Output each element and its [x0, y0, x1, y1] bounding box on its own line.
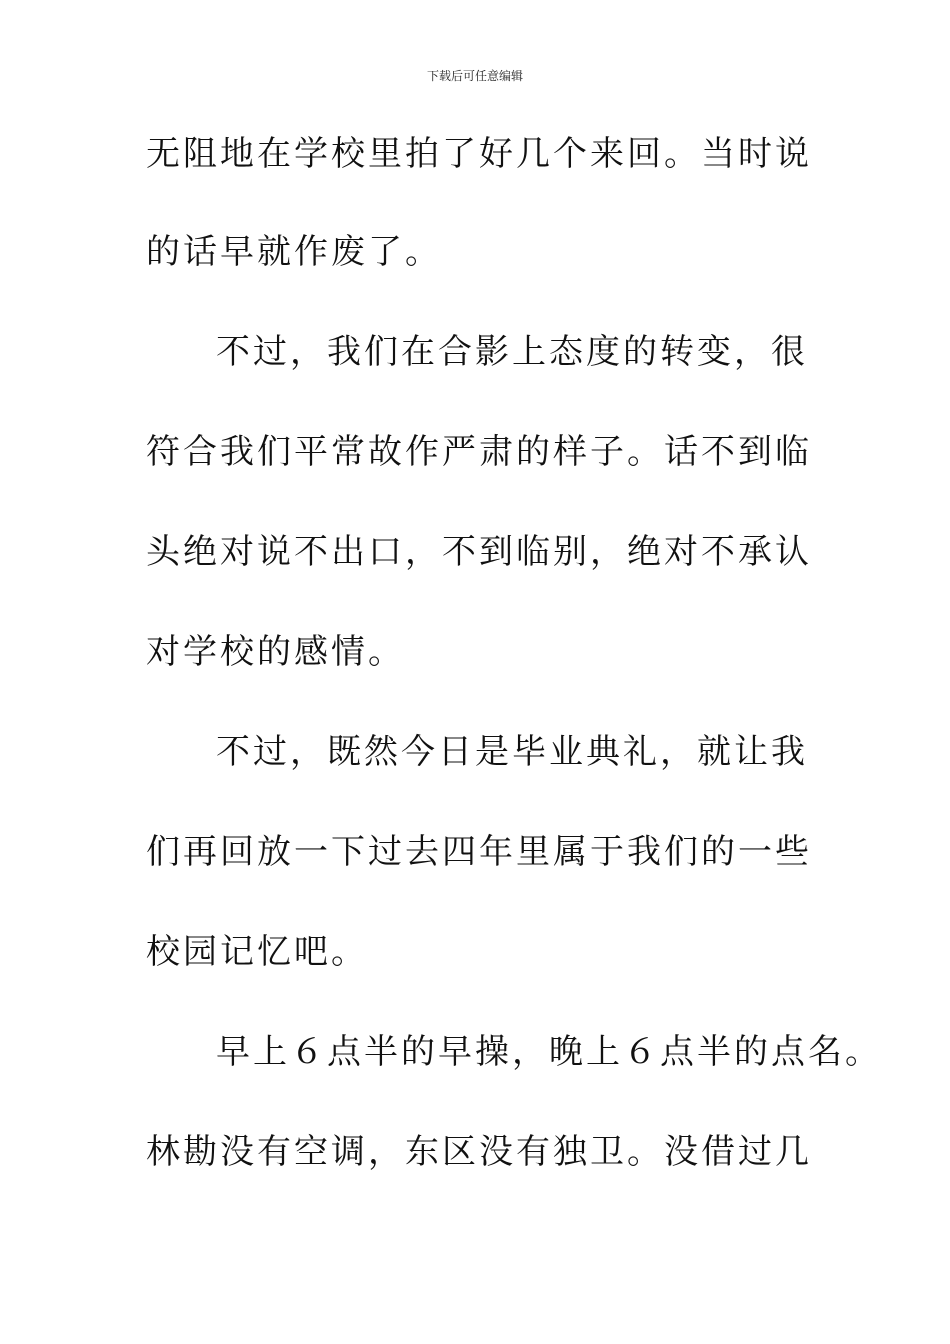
text-line: 无阻地在学校里拍了好几个来回。当时说	[146, 134, 812, 174]
paragraph-start-line: 不过，我们在合影上态度的转变，很	[216, 332, 808, 372]
paragraph-start-line: 早上６点半的早操，晚上６点半的点名。	[216, 1032, 882, 1072]
page-header: 下载后可任意编辑	[426, 69, 523, 83]
text-line: 林勘没有空调，东区没有独卫。没借过几	[146, 1132, 812, 1172]
text-line: 对学校的感情。	[146, 632, 405, 672]
text-line: 符合我们平常故作严肃的样子。话不到临	[146, 432, 812, 472]
paragraph-start-line: 不过，既然今日是毕业典礼，就让我	[216, 732, 808, 772]
text-line: 校园记忆吧。	[146, 932, 368, 972]
text-line: 们再回放一下过去四年里属于我们的一些	[146, 832, 812, 872]
text-line: 的话早就作废了。	[146, 232, 442, 272]
text-line: 头绝对说不出口，不到临别，绝对不承认	[146, 532, 812, 572]
